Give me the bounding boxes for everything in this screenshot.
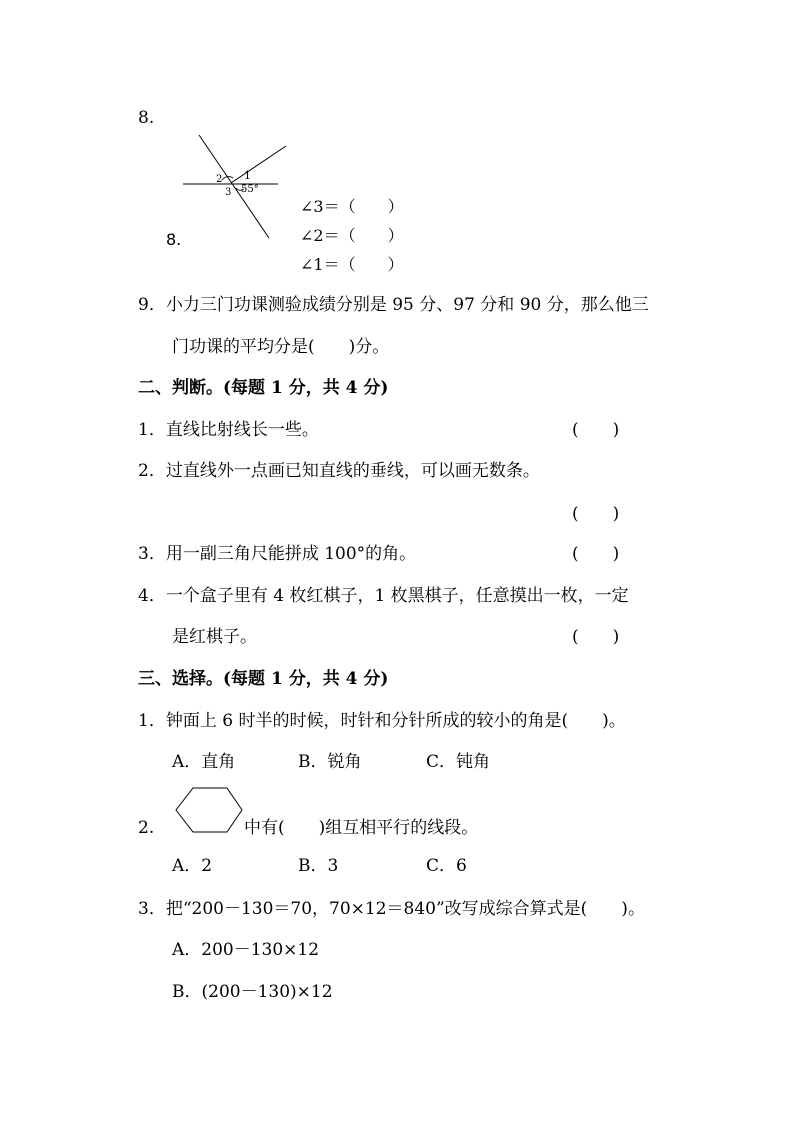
choice-q3-text: 3．把“200－130＝70，70×12＝840”改写成综合算式是( )。: [138, 899, 645, 919]
fig-label-1: 1: [244, 169, 251, 182]
question-9-line1: 9．小力三门功课测验成绩分别是 95 分、97 分和 90 分，那么他三: [138, 295, 649, 315]
choice-q1-option-b: B．锐角: [298, 752, 362, 772]
choice-q2-number: 2.: [138, 818, 155, 838]
fig-angle-55: 55°: [241, 184, 259, 195]
judge-item-4-text2: 是红棋子。: [172, 627, 257, 647]
judge-item-2-mark: ( ): [572, 504, 620, 524]
choice-q3-option-a: A．200－130×12: [172, 940, 320, 960]
section2-title: 二、判断。(每题 1 分，共 4 分): [138, 378, 389, 398]
judge-item-4-mark: ( ): [572, 627, 620, 647]
choice-q2-text: 中有( )组互相平行的线段。: [244, 818, 479, 838]
question-9-line2: 门功课的平均分是( )分。: [172, 337, 390, 357]
judge-item-4-text: 4．一个盒子里有 4 枚红棋子，1 枚黑棋子，任意摸出一枚，一定: [138, 586, 629, 606]
choice-q1-text: 1．钟面上 6 时半的时候，时针和分针所成的较小的角是( )。: [138, 711, 626, 731]
choice-q2-option-b: B．3: [298, 856, 339, 876]
choice-q1-option-c: C．钝角: [426, 752, 491, 772]
judge-item-3-text: 3．用一副三角尺能拼成 100°的角。: [138, 544, 417, 564]
judge-item-2-text: 2．过直线外一点画已知直线的垂线，可以画无数条。: [138, 461, 540, 481]
answer-angle-3: ∠3＝（ ）: [300, 197, 404, 216]
answer-angle-2: ∠2＝（ ）: [300, 226, 404, 245]
judge-item-3-mark: ( ): [572, 544, 620, 564]
question-8-number-small: 8.: [166, 230, 182, 249]
fig-label-3: 3: [225, 187, 232, 198]
judge-item-1-text: 1．直线比射线长一些。: [138, 420, 319, 440]
choice-q2-option-a: A．2: [172, 856, 213, 876]
fig-label-2: 2: [216, 174, 223, 185]
choice-q3-option-b: B．(200－130)×12: [172, 982, 333, 1002]
question-8-number: 8.: [138, 108, 155, 128]
judge-item-1-mark: ( ): [572, 420, 620, 440]
choice-q1-option-a: A．直角: [172, 752, 236, 772]
section3-title: 三、选择。(每题 1 分，共 4 分): [138, 669, 389, 689]
choice-q2-option-c: C．6: [426, 856, 467, 876]
answer-angle-1: ∠1＝（ ）: [300, 255, 404, 274]
